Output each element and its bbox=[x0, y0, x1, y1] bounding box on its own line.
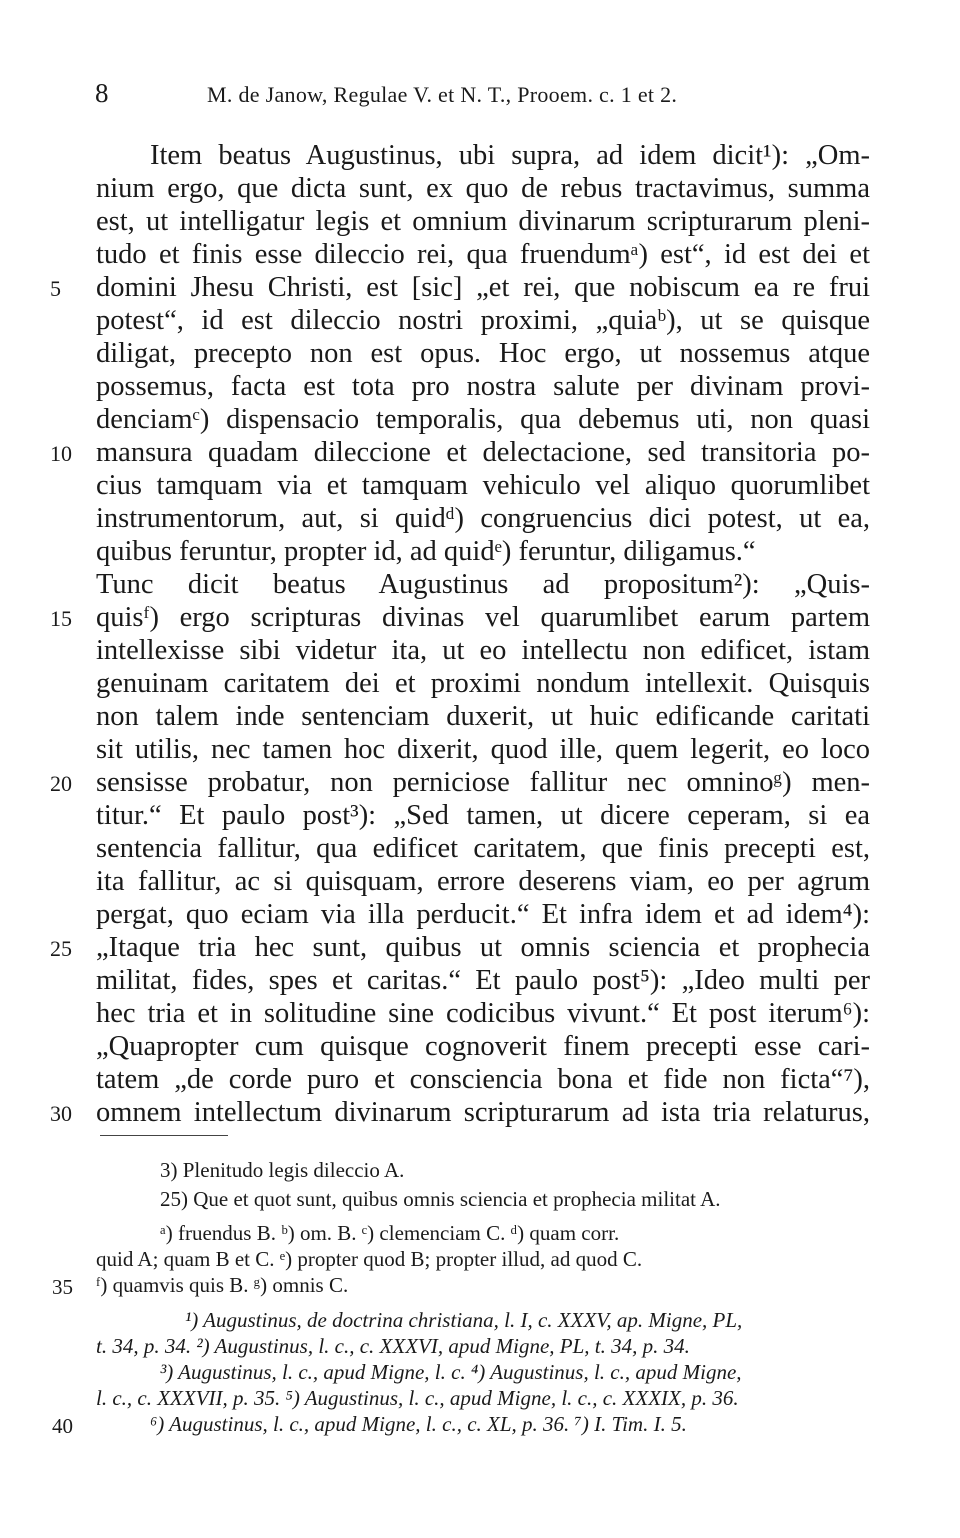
body-line: ita fallitur, ac si quisquam, errore deserens viam, eo per agrum bbox=[96, 866, 870, 897]
body-line: intellexisse sibi videtur ita, ut eo intellectu non edificet, istam bbox=[96, 635, 870, 666]
body-line: mansura quadam dileccione et delectacione, sed transitoria po- bbox=[96, 437, 870, 468]
footnote-line-number: 35 bbox=[52, 1275, 73, 1299]
body-line: instrumentorum, aut, si quidᵈ) congruencius dici potest, ut ea, bbox=[96, 503, 870, 534]
body-line: Tunc dicit beatus Augustinus ad propositum²): „Quis- bbox=[96, 569, 870, 600]
footnote-source: ³) Augustinus, l. c., apud Migne, l. c. ⁴) Augustinus, l. c., apud Migne, bbox=[160, 1360, 742, 1384]
body-line: tatem „de corde puro et consciencia bona et fide non ficta“⁷), bbox=[96, 1064, 870, 1095]
line-number: 20 bbox=[50, 771, 72, 796]
footnote-variant: 3) Plenitudo legis dileccio A. bbox=[160, 1158, 405, 1182]
body-line: sensisse probatur, non perniciose fallitur nec omninoᵍ) men- bbox=[96, 767, 870, 798]
body-line: denciamᶜ) dispensacio temporalis, qua debemus uti, non quasi bbox=[96, 404, 870, 435]
line-number: 25 bbox=[50, 936, 72, 961]
body-line: militat, fides, spes et caritas.“ Et paulo post⁵): „Ideo multi per bbox=[96, 965, 870, 996]
footnote-separator bbox=[100, 1135, 228, 1136]
body-line: potest“, id est dileccio nostri proximi, „quiaᵇ), ut se quisque bbox=[96, 305, 870, 336]
line-number: 5 bbox=[50, 276, 61, 301]
body-line: titur.“ Et paulo post³): „Sed tamen, ut dicere ceperam, si ea bbox=[96, 800, 870, 831]
body-line: „Quapropter cum quisque cognoverit finem precepti esse cari- bbox=[96, 1031, 870, 1062]
page-header bbox=[95, 78, 875, 114]
footnote-source: ¹) Augustinus, de doctrina christiana, l. I, c. XXXV, ap. Migne, PL, bbox=[185, 1308, 743, 1332]
body-line: sit utilis, nec tamen hoc dixerit, quod ille, quem legerit, eo loco bbox=[96, 734, 870, 765]
footnote-source: l. c., c. XXXVII, p. 35. ⁵) Augustinus, l. c., apud Migne, l. c., c. XXXIX, p. 36. bbox=[96, 1386, 739, 1410]
footnote-source: t. 34, p. 34. ²) Augustinus, l. c., c. XXXVI, apud Migne, PL, t. 34, p. 34. bbox=[96, 1334, 690, 1358]
body-line: „Itaque tria hec sunt, quibus ut omnis sciencia et prophecia bbox=[96, 932, 870, 963]
body-line: diligat, precepto non est opus. Hoc ergo, ut nossemus atque bbox=[96, 338, 870, 369]
body-line: est, ut intelligatur legis et omnium divinarum scripturarum pleni- bbox=[96, 206, 870, 237]
footnote-letter: quid A; quam B et C. ᵉ) propter quod B; propter illud, ad quod C. bbox=[96, 1247, 643, 1271]
footnote-line-number: 40 bbox=[52, 1414, 73, 1438]
page-number: 8 bbox=[95, 78, 109, 108]
running-head: M. de Janow, Regulae V. et N. T., Prooem. c. 1 et 2. bbox=[207, 82, 678, 107]
body-line: omnem intellectum divinarum scripturarum ad ista tria relaturus, bbox=[96, 1097, 870, 1128]
body-line: possemus, facta est tota pro nostra salute per divinam provi- bbox=[96, 371, 870, 402]
body-line: nium ergo, que dicta sunt, ex quo de rebus tractavimus, summa bbox=[96, 173, 870, 204]
body-line: cius tamquam via et tamquam vehiculo vel aliquo quorumlibet bbox=[96, 470, 870, 501]
body-line: hec tria et in solitudine sine codicibus vivunt.“ Et post iterum⁶): bbox=[96, 998, 870, 1029]
footnote-variant: 25) Que et quot sunt, quibus omnis sciencia et prophecia militat A. bbox=[160, 1187, 721, 1211]
footnote-source: ⁶) Augustinus, l. c., apud Migne, l. c., c. XL, p. 36. ⁷) I. Tim. I. 5. bbox=[150, 1412, 687, 1436]
body-line: genuinam caritatem dei et proximi nondum intellexit. Quisquis bbox=[96, 668, 870, 699]
body-line: domini Jhesu Christi, est [sic] „et rei, que nobiscum ea re frui bbox=[96, 272, 870, 303]
body-line: quibus feruntur, propter id, ad quidᵉ) feruntur, diligamus.“ bbox=[96, 536, 756, 567]
line-number: 10 bbox=[50, 441, 72, 466]
body-line: tudo et finis esse dileccio rei, qua fruendumᵃ) est“, id est dei et bbox=[96, 239, 870, 270]
line-number: 15 bbox=[50, 606, 72, 631]
footnote-letter: ᵃ) fruendus B. ᵇ) om. B. ᶜ) clemenciam C. ᵈ) quam corr. bbox=[160, 1221, 620, 1245]
body-line: Item beatus Augustinus, ubi supra, ad idem dicit¹): „Om- bbox=[150, 140, 870, 171]
footnote-letter: ᶠ) quamvis quis B. ᵍ) omnis C. bbox=[96, 1273, 349, 1297]
line-number: 30 bbox=[50, 1101, 72, 1126]
body-line: pergat, quo eciam via illa perducit.“ Et infra idem et ad idem⁴): bbox=[96, 899, 870, 930]
body-line: non talem inde sentenciam duxerit, ut huic edificande caritati bbox=[96, 701, 870, 732]
body-line: quisᶠ) ergo scripturas divinas vel quarumlibet earum partem bbox=[96, 602, 870, 633]
body-line: sentencia fallitur, qua edificet caritatem, que finis precepti est, bbox=[96, 833, 870, 864]
